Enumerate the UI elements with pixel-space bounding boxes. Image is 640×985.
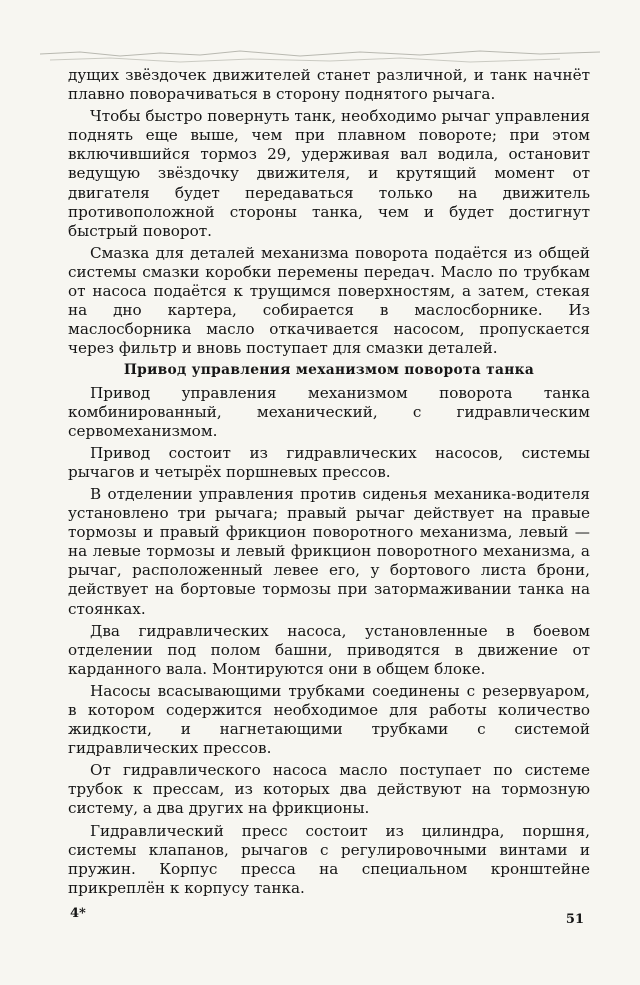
paragraph: Чтобы быстро повернуть танк, необходимо рычаг управления поднять еще выше, чем при плавном повороте; при этом включившийся тормоз 29, удерживая вал водила, остановит ведущую звёздочку движителя, и крутящий момент от двигателя будет передаваться только на движитель противоположной стороны танка, чем и будет достигнут быстрый поворот. [68,107,590,240]
paragraph: Привод состоит из гидравлических насосов, системы рычагов и четырёх поршневых прессов. [68,443,590,481]
paragraph: Два гидравлических насоса, установленные в боевом отделении под полом башни, приводятся в движение от карданного вала. Монтируются они в общем блоке. [68,621,590,678]
text-column [68,66,590,898]
signature-mark: 4* [70,906,86,921]
scan-noise-decoration [40,48,600,68]
paragraph: дущих звёздочек движителей станет различной, и танк начнёт плавно поворачиваться в сторону поднятого рычага. [68,66,590,104]
section-heading: Привод управления механизмом поворота танка [123,362,535,379]
paragraph: Смазка для деталей механизма поворота подаётся из общей системы смазки коробки перемены передач. Масло по трубкам от насоса подаётся к трущимся поверхностям, а затем, стекая на дно картера, собирается в маслосборнике. Из маслосборника масло откачивается насосом, пропускается через фильтр и вновь поступает для смазки деталей. [68,243,590,358]
paragraph: Привод управления механизмом поворота танка комбинированный, механический, с гидравлическим сервомеханизмом. [68,383,590,440]
page-number: 51 [565,912,584,927]
paragraph: Насосы всасывающими трубками соединены с резервуаром, в котором содержится необходимое для работы количество жидкости, и нагнетающими трубками с системой гидравлических прессов. [68,681,590,758]
paragraph: Гидравлический пресс состоит из цилиндра, поршня, системы клапанов, рычагов с регулировочными винтами и пружин. Корпус пресса на специальном кронштейне прикреплён к корпусу танка. [68,821,590,897]
paragraph: В отделении управления против сиденья механика-водителя установлено три рычага; правый рычаг действует на правые тормозы и правый фрикцион поворотного механизма, левый — на левые тормозы и левый фрикцион поворотного механизма, а рычаг, расположенный левее его, у бортового листа брони, действует на бортовые тормозы при затормаживании танка на стоянках. [68,484,590,618]
paragraph: От гидравлического насоса масло поступает по системе трубок к прессам, из которых два действуют на тормозную систему, а два других на фрикционы. [68,761,590,818]
